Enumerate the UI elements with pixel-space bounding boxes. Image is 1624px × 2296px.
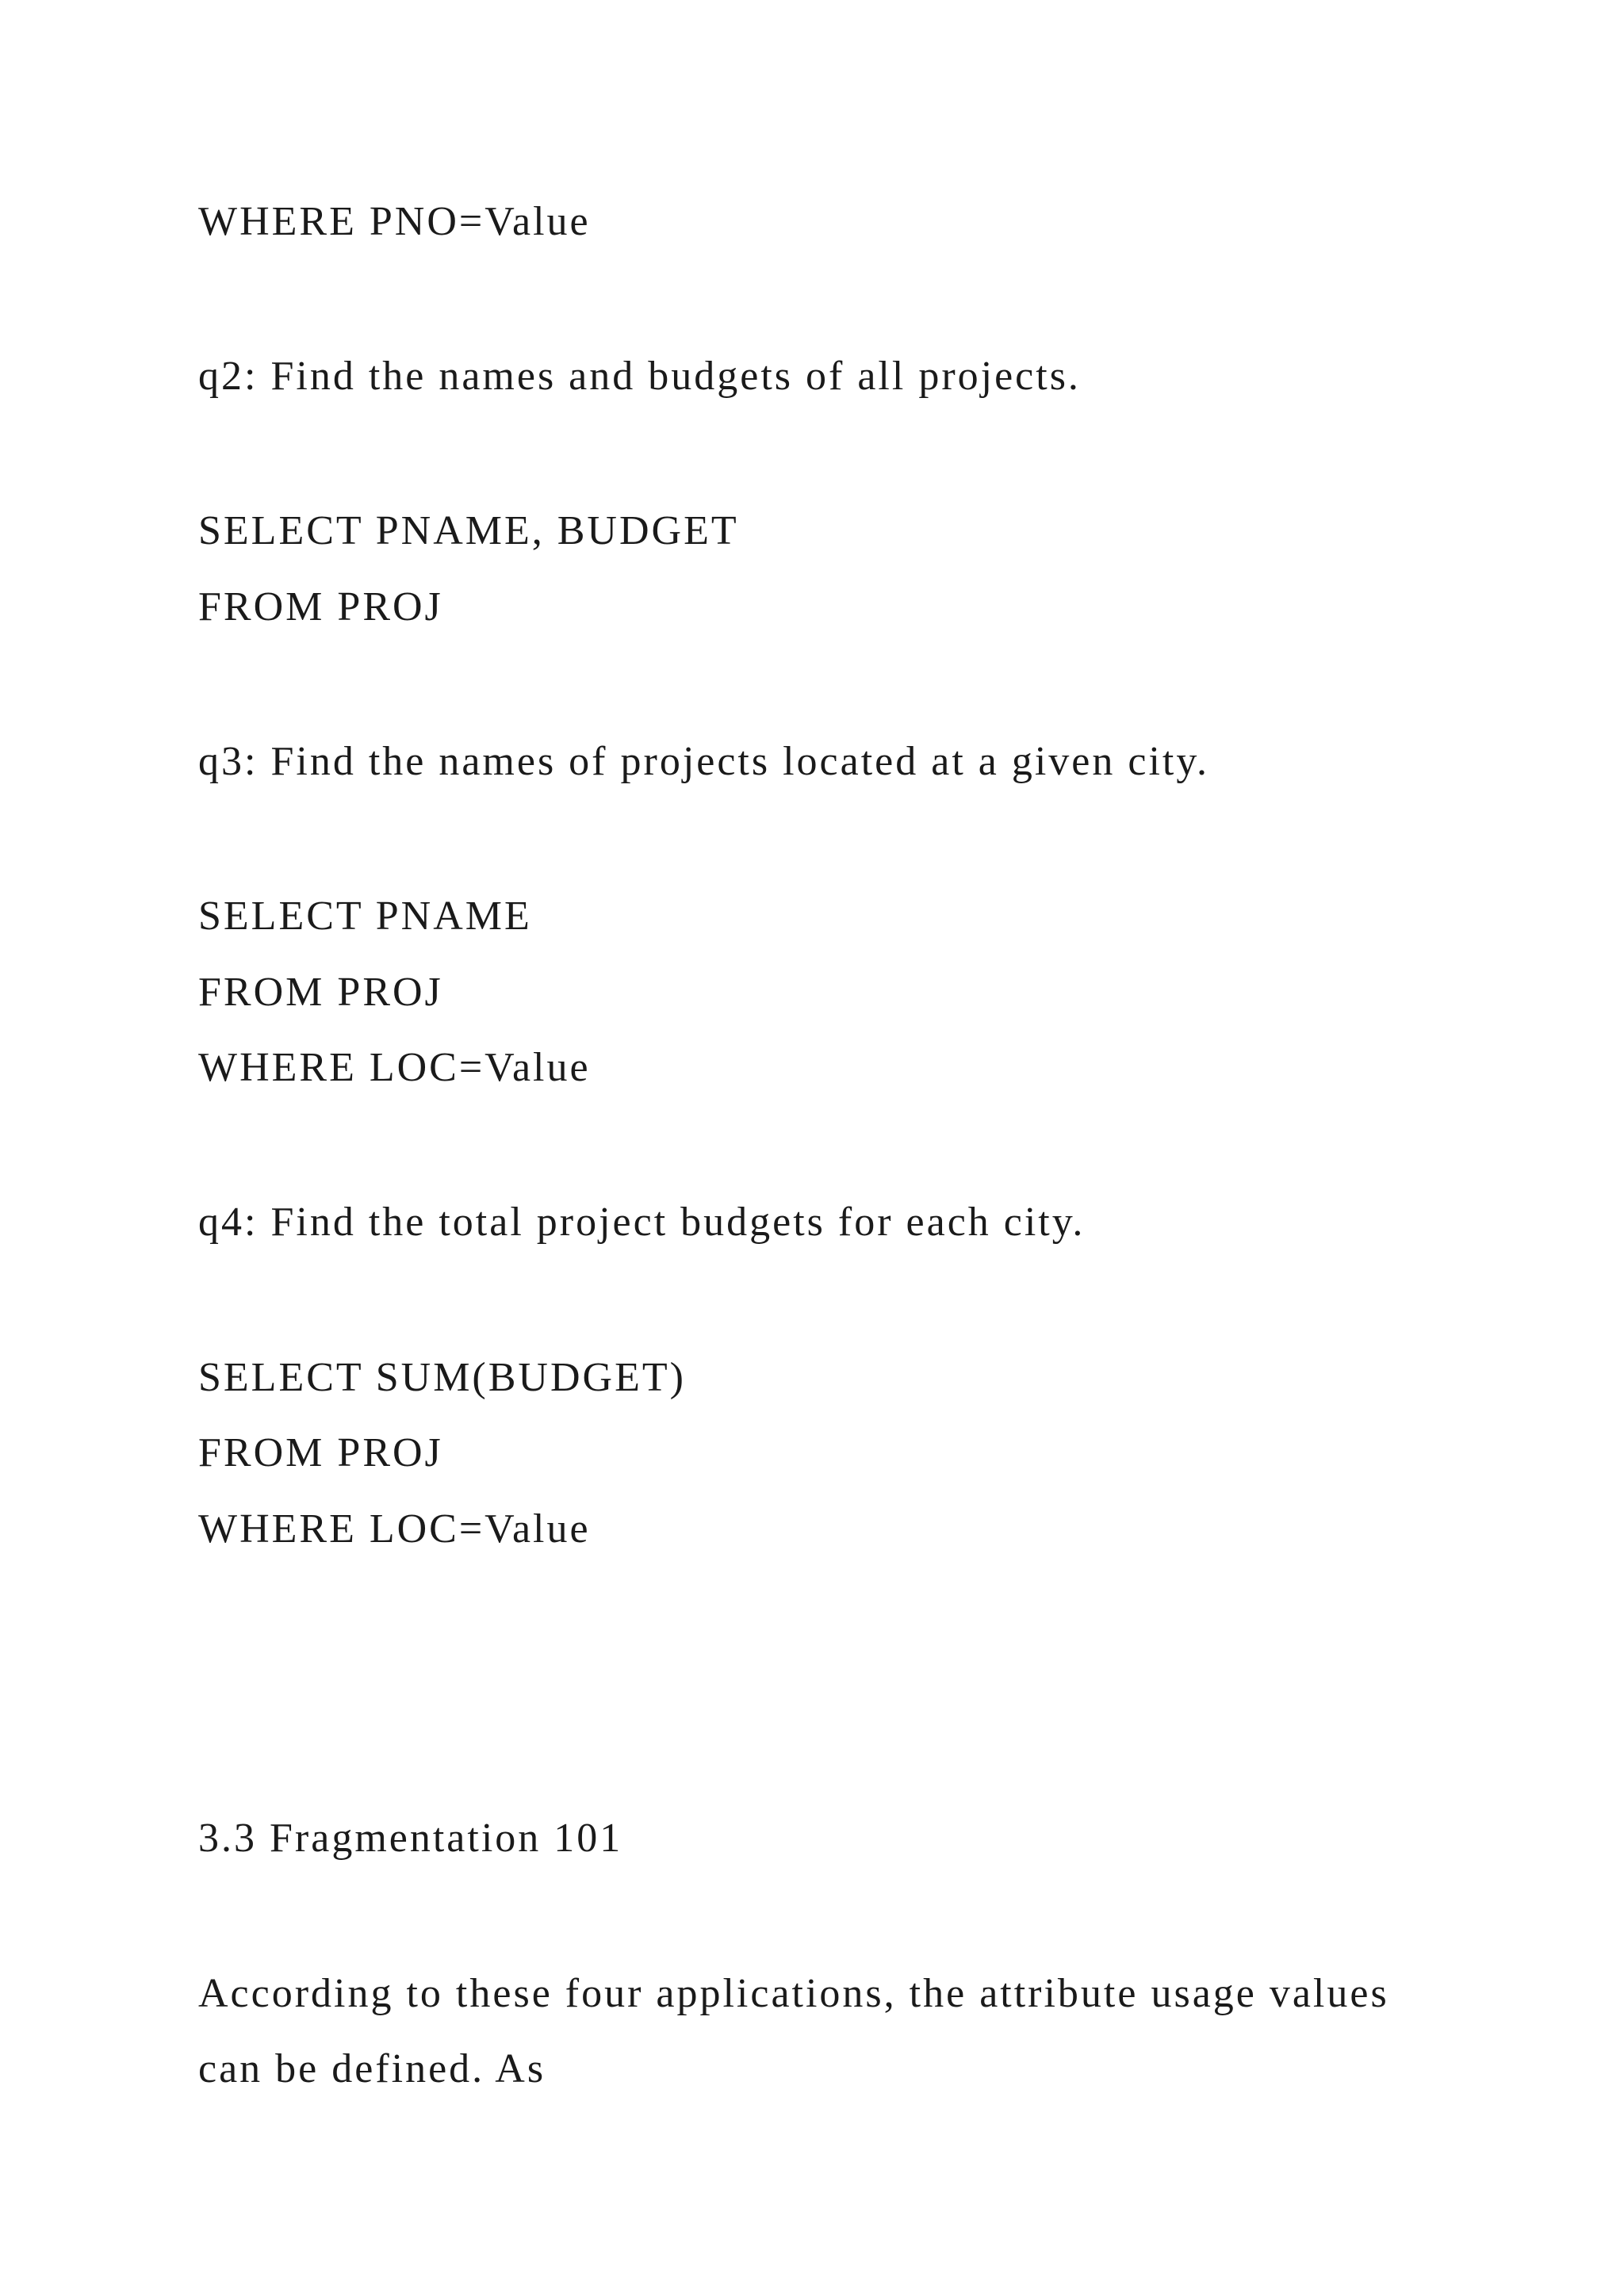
sql-select-sum-budget: SELECT SUM(BUDGET) [198, 1355, 686, 1400]
query-q3-description: q3: Find the names of projects located at a given city. [198, 739, 1209, 784]
body-paragraph-line-2: can be defined. As [198, 2046, 546, 2091]
sql-where-loc: WHERE LOC=Value [198, 1506, 591, 1552]
section-heading: 3.3 Fragmentation 101 [198, 1816, 623, 1861]
query-q4-description: q4: Find the total project budgets for each city. [198, 1200, 1086, 1245]
body-paragraph-line-1: According to these four applications, the attribute usage values [198, 1971, 1389, 2016]
sql-from-proj: FROM PROJ [198, 1430, 443, 1475]
sql-select-pname: SELECT PNAME [198, 894, 532, 939]
sql-where-loc: WHERE LOC=Value [198, 1045, 591, 1090]
sql-from-proj: FROM PROJ [198, 584, 443, 629]
sql-from-proj: FROM PROJ [198, 970, 443, 1015]
sql-where-pno: WHERE PNO=Value [198, 199, 591, 244]
query-q2-description: q2: Find the names and budgets of all projects. [198, 354, 1081, 399]
sql-select-pname-budget: SELECT PNAME, BUDGET [198, 508, 739, 553]
